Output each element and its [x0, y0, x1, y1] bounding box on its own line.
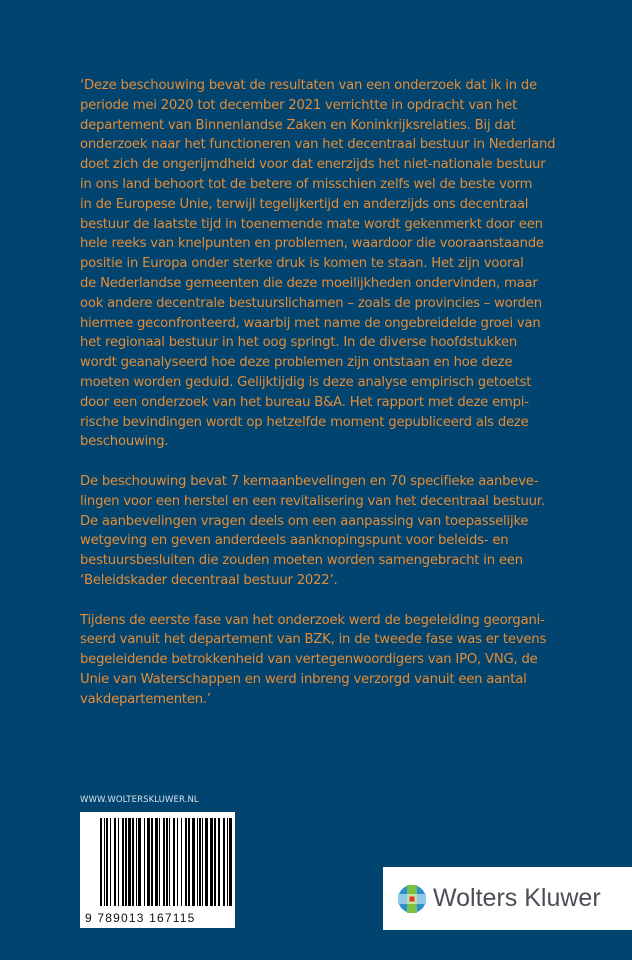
text-line: Unie van Waterschappen en werd inbreng verzorgd vanuit een aantal [80, 671, 527, 687]
barcode-bar [173, 818, 175, 906]
text-line: hiermee geconfronteerd, waarbij met name de ongebreidelde groei van [80, 315, 541, 331]
barcode-bar [138, 818, 141, 906]
text-line: in ons land behoort tot de betere of misschien zelfs wel de beste vorm [80, 176, 533, 192]
text-line: Tijdens de eerste fase van het onderzoek werd de begeleiding georgani- [80, 612, 545, 628]
barcode-bar [118, 818, 119, 906]
barcode-bar [163, 818, 165, 906]
text-line: door een onderzoek van het bureau B&A. Het rapport met deze empi- [80, 394, 529, 410]
blurb-paragraph [80, 76, 620, 452]
isbn-digits: 9 789013 167115 [85, 911, 196, 925]
barcode-bar [128, 818, 131, 906]
barcode-bar [110, 818, 111, 906]
barcode-bar [185, 818, 187, 906]
barcode-bar [199, 818, 201, 906]
text-line: beschouwing. [80, 434, 169, 450]
barcode-bar [218, 818, 220, 906]
blurb-paragraph [80, 472, 620, 591]
text-line: onderzoek naar het functioneren van het decentraal bestuur in Nederland [80, 137, 556, 153]
wolters-kluwer-logo-icon [397, 884, 427, 914]
text-line: ‘Beleidskader decentraal bestuur 2022’. [80, 572, 338, 588]
text-line: ook andere decentrale bestuurslichamen – zoals de provincies – worden [80, 295, 542, 311]
barcode-bar [106, 818, 108, 906]
text-line: bestuursbesluiten die zouden moeten worden samengebracht in een [80, 553, 523, 569]
barcode-bar [114, 818, 116, 906]
barcode-bar [147, 818, 150, 906]
text-line: begeleidende betrokkenheid van vertegenwoordigers van IPO, VNG, de [80, 652, 538, 668]
text-line: bestuur de laatste tijd in toenemende mate wordt gekenmerkt door een [80, 216, 543, 232]
text-line: De aanbevelingen vragen deels om een aanpassing van toepasselijke [80, 513, 529, 529]
text-line: in de Europese Unie, terwijl tegelijkertijd en anderzijds ons decentraal [80, 196, 529, 212]
barcode-bar [125, 818, 127, 906]
barcode-bar [205, 818, 208, 906]
barcode-bar [159, 818, 160, 906]
text-line: ‘Deze beschouwing bevat de resultaten van een onderzoek dat ik in de [80, 78, 537, 93]
text-line: departement van Binnenlandse Zaken en Koninkrijksrelaties. Bij dat [80, 117, 516, 133]
barcode-bar [197, 818, 198, 906]
barcode-bar [192, 818, 195, 906]
text-line: lingen voor een herstel en een revitalisering van het decentraal bestuur. [80, 493, 545, 509]
text-line: het regionaal bestuur in het oog springt. In de diverse hoofdstukken [80, 335, 518, 351]
barcode-bar [169, 818, 170, 906]
text-line: doet zich de ongerijmdheid voor dat enerzijds het niet-nationale bestuur [80, 157, 546, 173]
publisher-url: WWW.WOLTERSKLUWER.NL [80, 795, 199, 805]
text-line: hele reeks van knelpunten en problemen, waardoor die vooraanstaande [80, 236, 544, 252]
barcode-bar [210, 818, 213, 906]
barcode-bar [155, 818, 158, 906]
text-line: periode mei 2020 tot december 2021 verrichtte in opdracht van het [80, 97, 518, 113]
barcode-bar [181, 818, 182, 906]
text-line: moeten worden geduid. Gelijktijdig is deze analyse empirisch getoetst [80, 374, 532, 390]
back-cover-blurb [80, 76, 620, 729]
text-line: positie in Europa onder sterke druk is komen te staan. Het zijn vooral [80, 256, 524, 272]
barcode-bar [104, 818, 105, 906]
text-line: seerd vanuit het departement van BZK, in de tweede fase was er tevens [80, 632, 547, 648]
text-line: rische bevindingen wordt op hetzelfde moment gepubliceerd als deze [80, 414, 529, 430]
text-line: wetgeving en geven anderdeels aanknopingspunt voor beleids- en [80, 533, 509, 549]
text-line: de Nederlandse gemeenten die deze moeilijkheden ondervinden, maar [80, 275, 538, 291]
publisher-name: Wolters Kluwer [433, 884, 601, 912]
barcode-bar [166, 818, 168, 906]
barcode-bar [100, 818, 102, 906]
barcode-bar [144, 818, 145, 906]
barcode-bar [188, 818, 190, 906]
barcode-bar [177, 818, 178, 906]
barcode-bar [136, 818, 137, 906]
barcode-bar [132, 818, 134, 906]
text-line: wordt geanalyseerd hoe deze problemen zijn ontstaan en hoe deze [80, 355, 513, 371]
barcode-bar [151, 818, 153, 906]
publisher-logo [383, 867, 632, 930]
barcode-bar [223, 818, 225, 906]
barcode-bar [214, 818, 216, 906]
barcode-bars [100, 818, 232, 906]
barcode-bar [202, 818, 203, 906]
barcode-bar [227, 818, 228, 906]
blurb-paragraph [80, 611, 620, 710]
text-line: vakdepartementen.’ [80, 691, 211, 707]
text-line: De beschouwing bevat 7 kernaanbevelingen en 70 specifieke aanbeve- [80, 473, 539, 489]
barcode-bar [229, 818, 232, 906]
isbn-barcode [80, 812, 235, 928]
barcode-bar [122, 818, 124, 906]
